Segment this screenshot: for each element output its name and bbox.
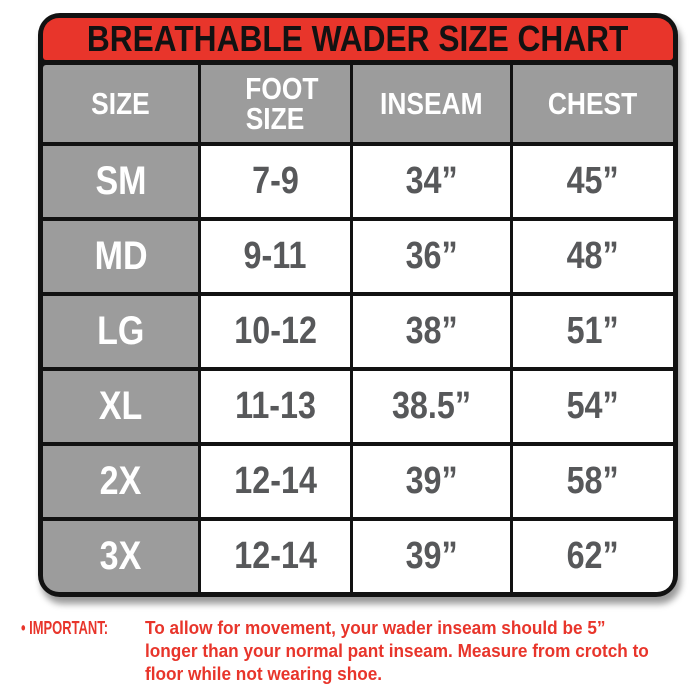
chest-cell: 54” bbox=[513, 371, 673, 442]
foot-size-cell: 12-14 bbox=[201, 521, 349, 592]
size-cell: MD bbox=[43, 221, 198, 292]
header-cell-chest bbox=[513, 65, 673, 142]
important-note-line: To allow for movement, your wader inseam should be 5” bbox=[145, 617, 606, 638]
inseam-cell: 39” bbox=[353, 446, 510, 517]
important-note-line: longer than your normal pant inseam. Measure from crotch to bbox=[145, 640, 650, 661]
size-chart bbox=[38, 13, 678, 597]
chest-cell: 58” bbox=[513, 446, 673, 517]
header-label-chest: CHEST bbox=[548, 85, 638, 121]
size-cell: XL bbox=[43, 371, 198, 442]
inseam-cell: 39” bbox=[353, 521, 510, 592]
important-note-line: floor while not wearing shoe. bbox=[145, 663, 383, 684]
inseam-cell: 38” bbox=[353, 296, 510, 367]
header-cell-size bbox=[43, 65, 198, 142]
chart-title-bar bbox=[43, 18, 673, 60]
foot-size-cell: 11-13 bbox=[201, 371, 349, 442]
important-note bbox=[21, 616, 691, 685]
inseam-cell: 38.5” bbox=[353, 371, 510, 442]
size-cell: 2X bbox=[43, 446, 198, 517]
foot-size-cell: 7-9 bbox=[201, 146, 349, 217]
header-cell-foot-size bbox=[201, 65, 349, 142]
chest-cell: 45” bbox=[513, 146, 673, 217]
important-note-lines bbox=[145, 616, 687, 685]
header-label-inseam: INSEAM bbox=[380, 85, 483, 121]
inseam-cell: 36” bbox=[353, 221, 510, 292]
chest-cell: 62” bbox=[513, 521, 673, 592]
chest-cell: 48” bbox=[513, 221, 673, 292]
header-label-size: SIZE bbox=[91, 85, 150, 121]
foot-size-cell: 10-12 bbox=[201, 296, 349, 367]
size-cell: LG bbox=[43, 296, 198, 367]
inseam-cell: 34” bbox=[353, 146, 510, 217]
chest-cell: 51” bbox=[513, 296, 673, 367]
size-cell: 3X bbox=[43, 521, 198, 592]
size-table bbox=[43, 65, 673, 592]
foot-size-cell: 9-11 bbox=[201, 221, 349, 292]
chart-title: BREATHABLE WADER SIZE CHART bbox=[87, 18, 629, 59]
important-note-label-box bbox=[21, 616, 145, 685]
header-label-foot-size: FOOT SIZE bbox=[245, 71, 319, 136]
foot-size-cell: 12-14 bbox=[201, 446, 349, 517]
size-cell: SM bbox=[43, 146, 198, 217]
important-note-label: • IMPORTANT: bbox=[21, 617, 109, 638]
header-cell-inseam bbox=[353, 65, 510, 142]
